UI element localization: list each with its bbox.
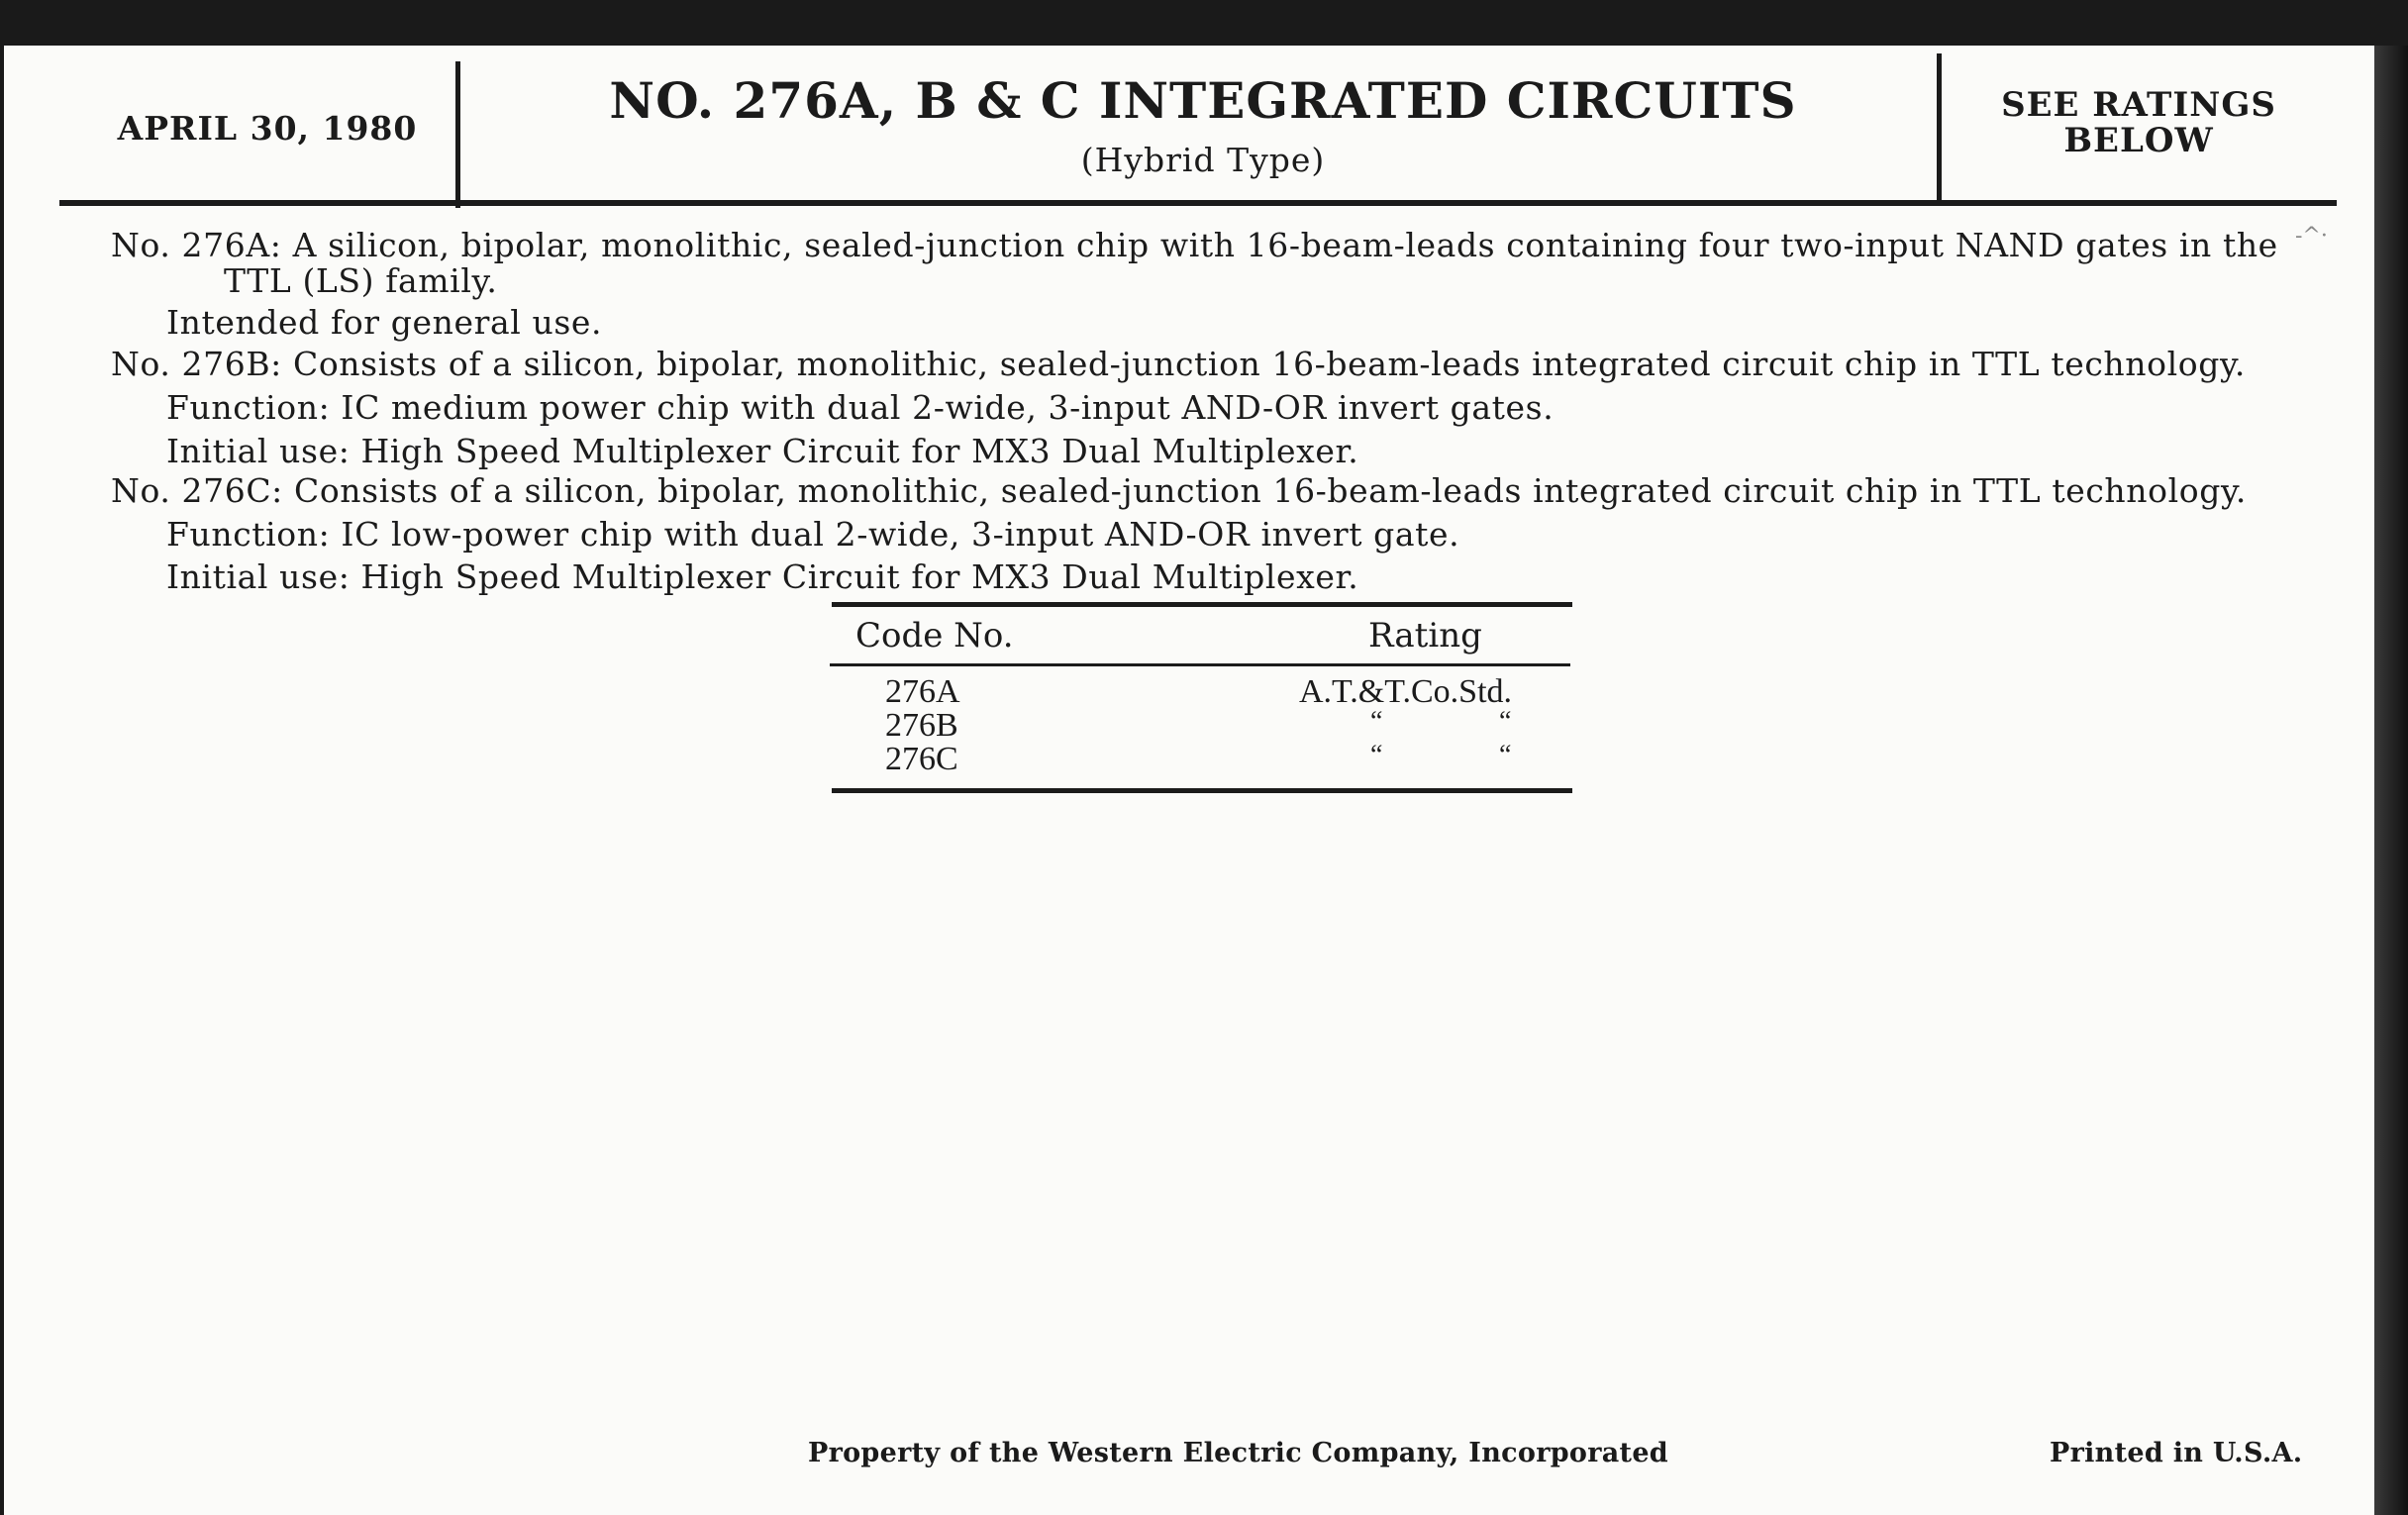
p276a-use: Intended for general use. bbox=[166, 303, 603, 342]
header-divider-left bbox=[455, 61, 460, 208]
p276c-function: Function: IC low-power chip with dual 2-wide, 3-input AND-OR invert gate. bbox=[166, 515, 1460, 554]
col-header-rating: Rating bbox=[1368, 616, 1482, 656]
ditto-mark: “ bbox=[1370, 706, 1383, 737]
code-cell: 276A bbox=[885, 673, 960, 710]
ditto-mark: “ bbox=[1499, 706, 1512, 737]
header-rule bbox=[59, 200, 2337, 206]
table-header-rule bbox=[830, 663, 1570, 666]
margin-mark: -^· bbox=[2295, 224, 2328, 249]
table-top-rule bbox=[832, 602, 1572, 607]
header-divider-right bbox=[1937, 53, 1942, 202]
ratings-note-line1: SEE RATINGS bbox=[2001, 85, 2276, 125]
p276c-use: Initial use: High Speed Multiplexer Circuit for MX3 Dual Multiplexer. bbox=[166, 557, 1359, 596]
table-bottom-rule bbox=[832, 788, 1572, 793]
p276c-line1: No. 276C: Consists of a silicon, bipolar, monolithic, sealed-junction 16-beam-leads integrated circuit chip in TTL technology. bbox=[111, 471, 2247, 510]
printed-notice: Printed in U.S.A. bbox=[2050, 1438, 2303, 1468]
p276b-use: Initial use: High Speed Multiplexer Circuit for MX3 Dual Multiplexer. bbox=[166, 432, 1359, 470]
p276a-line2: TTL (LS) family. bbox=[224, 261, 498, 300]
code-cell: 276C bbox=[885, 741, 958, 777]
p276b-line1: No. 276B: Consists of a silicon, bipolar, monolithic, sealed-junction 16-beam-leads integrated circuit chip in TTL technology. bbox=[111, 345, 2246, 383]
issue-date: APRIL 30, 1980 bbox=[117, 109, 418, 148]
p276a-line1: No. 276A: A silicon, bipolar, monolithic, sealed-junction chip with 16-beam-leads containing four two-input NAND gates in the bbox=[111, 226, 2278, 264]
ratings-note bbox=[1951, 87, 2327, 158]
code-cell: 276B bbox=[885, 707, 958, 744]
ditto-mark: “ bbox=[1370, 740, 1383, 770]
rating-cell: A.T.&T.Co.Std. bbox=[1299, 673, 1513, 710]
property-notice: Property of the Western Electric Company, Incorporated bbox=[808, 1438, 1668, 1468]
page-title: NO. 276A, B & C INTEGRATED CIRCUITS bbox=[609, 71, 1797, 130]
ditto-mark: “ bbox=[1499, 740, 1512, 770]
scan-edge bbox=[2374, 46, 2408, 1515]
ratings-note-line2: BELOW bbox=[2063, 121, 2214, 160]
p276b-function: Function: IC medium power chip with dual 2-wide, 3-input AND-OR invert gates. bbox=[166, 388, 1555, 427]
col-header-code: Code No. bbox=[855, 616, 1014, 656]
page-subtitle: (Hybrid Type) bbox=[1080, 141, 1326, 179]
